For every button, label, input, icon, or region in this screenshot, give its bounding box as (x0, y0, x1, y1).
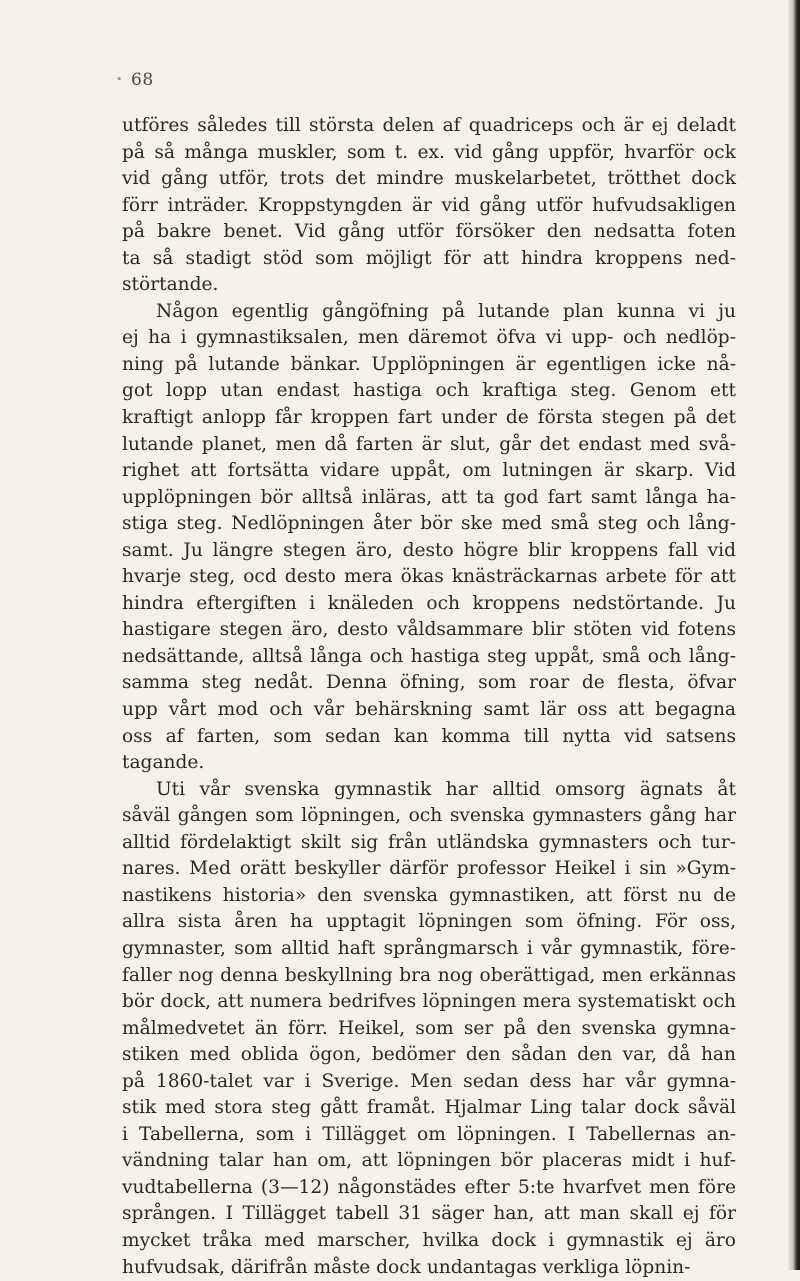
text-line: got lopp utan endast hastiga och kraftiga steg. Genom ett (122, 380, 736, 402)
paragraph (122, 777, 736, 1281)
text-line: på 1860-talet var i Sverige. Men sedan dess har vår gymna- (122, 1070, 736, 1092)
text-line: målmedvetet än förr. Heikel, som ser på den svenska gymna- (122, 1017, 736, 1039)
text-line: faller nog denna beskyllning bra nog oberättigad, men erkännas (122, 964, 736, 986)
text-line: i Tabellerna, som i Tillägget om löpningen. I Tabellernas an- (122, 1123, 736, 1145)
text-line: vudtabellerna (3—12) någonstädes efter 5:te hvarfvet men före (122, 1176, 736, 1198)
text-line: nedsättande, alltså långa och hastiga steg uppåt, små och lång- (122, 645, 736, 667)
text-line: ej ha i gymnastiksalen, men däremot öfva vi upp- och nedlöp- (122, 327, 736, 349)
text-line: hufvudsak, därifrån måste dock undantagas verkliga löpnin- (122, 1256, 691, 1278)
text-line: på så många muskler, som t. ex. vid gång uppför, hvarför ock (122, 141, 736, 163)
text-line: såväl gången som löpningen, och svenska gymnasters gång har (122, 805, 736, 827)
text-line: vändning talar han om, att löpningen bör placeras midt i huf- (122, 1150, 736, 1172)
text-line: Någon egentlig gångöfning på lutande plan kunna vi ju (156, 300, 736, 322)
text-line: mycket tråka med marscher, hvilka dock i gymnastik ej äro (122, 1229, 736, 1251)
text-line: ta så stadigt stöd som möjligt för att hindra kroppens ned- (122, 247, 736, 269)
text-line: upp vårt mod och vår behärskning samt lär oss att begagna (122, 699, 736, 721)
text-line: kraftigt anlopp får kroppen fart under de första stegen på det (122, 407, 736, 429)
text-line: righet att fortsätta vidare uppåt, om lutningen är skarp. Vid (122, 460, 736, 482)
text-line: på bakre benet. Vid gång utför försöker den nedsatta foten (122, 221, 736, 243)
text-line: vid gång utför, trots det mindre muskelarbetet, trötthet dock (122, 168, 736, 190)
text-line: oss af farten, som sedan kan komma till nytta vid satsens (122, 725, 736, 747)
text-line: tagande. (122, 752, 205, 774)
text-line: upplöpningen bör alltså inläras, att ta god fart samt långa ha- (122, 486, 736, 508)
text-line: stiken med oblida ögon, bedömer den sådan den var, då han (122, 1044, 736, 1066)
text-line: hindra eftergiften i knäleden och kroppens nedstörtande. Ju (122, 592, 736, 614)
text-line: samma steg nedåt. Denna öfning, som roar de flesta, öfvar (122, 672, 736, 694)
page-edge-shadow (788, 0, 800, 1270)
text-line: stik med stora steg gått framåt. Hjalmar Ling talar dock såväl (122, 1097, 736, 1119)
text-line: nastikens historia» den svenska gymnastiken, att först nu de (122, 884, 736, 906)
page-number: • 68 (116, 70, 154, 90)
paragraph (122, 299, 736, 777)
text-line: nares. Med orätt beskyller därför professor Heikel i sin »Gym- (122, 858, 736, 880)
text-line: lutande planet, men då farten är slut, går det endast med svå- (122, 433, 736, 455)
text-line: samt. Ju längre stegen äro, desto högre blir kroppens fall vid (122, 539, 736, 561)
text-line: hvarje steg, ocd desto mera ökas knästräckarnas arbete för att (122, 566, 736, 588)
text-line: alltid fördelaktigt skilt sig från utländska gymnasters och tur- (122, 831, 736, 853)
text-line: allra sista åren ha upptagit löpningen som öfning. För oss, (122, 911, 736, 933)
text-line: störtande. (122, 274, 219, 296)
text-line: Uti vår svenska gymnastik har alltid omsorg ägnats åt (156, 778, 736, 800)
paragraph (122, 113, 736, 299)
text-line: utföres således till största delen af quadriceps och är ej deladt (122, 115, 736, 136)
body-text (122, 113, 736, 1281)
text-line: förr inträder. Kroppstyngden är vid gång utför hufvudsakligen (122, 194, 736, 216)
text-line: hastigare stegen äro, desto våldsammare blir stöten vid fotens (122, 619, 736, 641)
text-line: stiga steg. Nedlöpningen åter bör ske med små steg och lång- (122, 513, 736, 535)
text-line: bör dock, att numera bedrifves löpningen mera systematiskt och (122, 991, 736, 1013)
text-line: ning på lutande bänkar. Upplöpningen är egentligen icke nå- (122, 353, 736, 375)
text-line: sprången. I Tillägget tabell 31 säger han, att man skall ej för (122, 1203, 736, 1225)
text-line: gymnaster, som alltid haft språngmarsch i vår gymnastik, före- (122, 937, 736, 959)
